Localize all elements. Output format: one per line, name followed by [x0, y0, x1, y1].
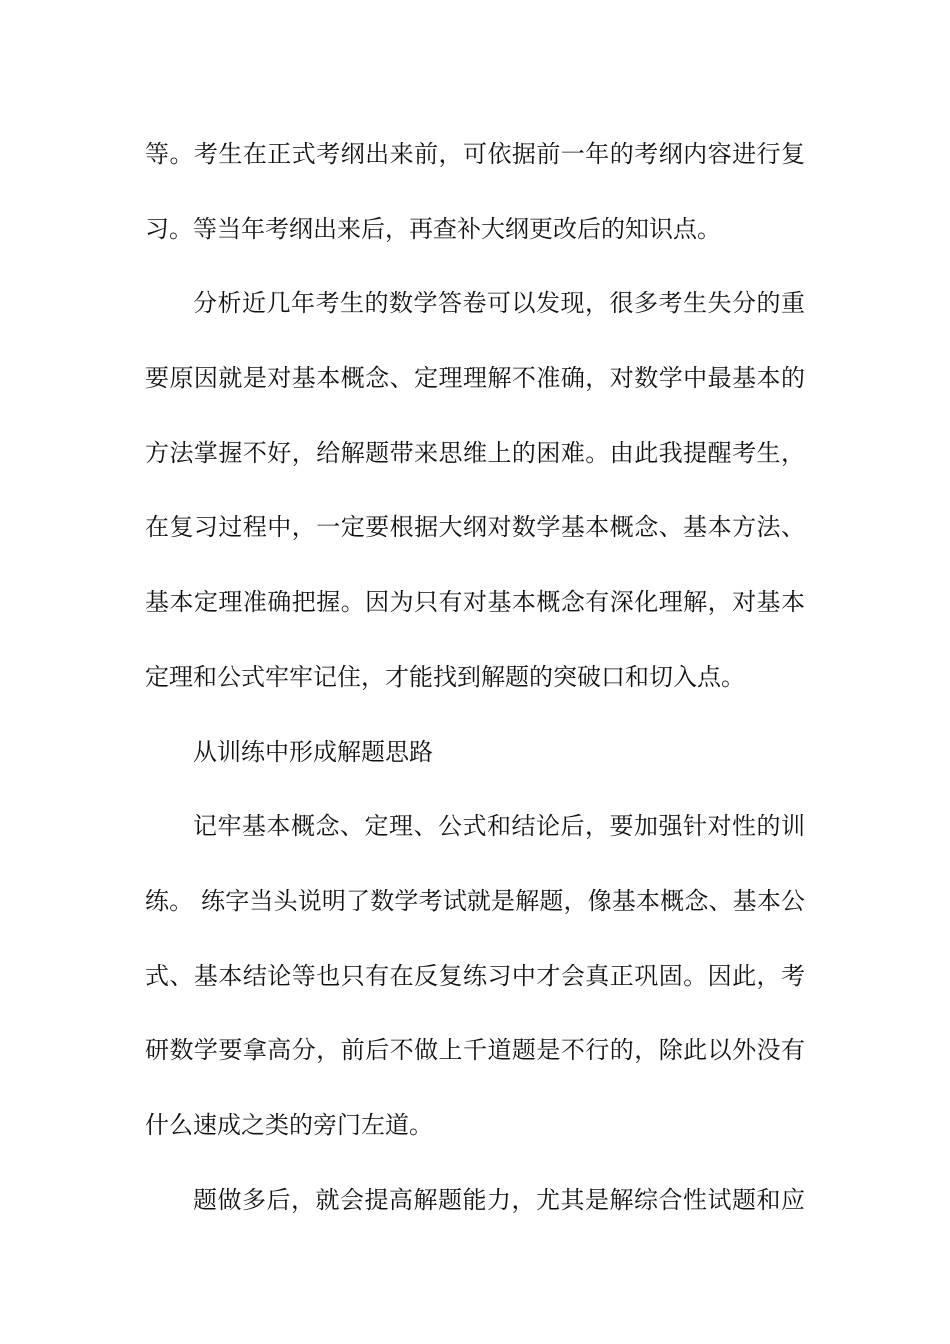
text-line-15: 题做多后，就会提高解题能力，尤其是解综合性试题和应	[193, 1185, 805, 1214]
text-line-6: 在复习过程中，一定要根据大纲对数学基本概念、基本方法、	[145, 513, 805, 542]
body-text	[145, 128, 805, 1248]
section-heading: 从训练中形成解题思路	[193, 737, 433, 766]
text-line-4: 要原因就是对基本概念、定理理解不准确，对数学中最基本的	[145, 364, 805, 393]
text-line-8: 定理和公式牢牢记住，才能找到解题的突破口和切入点。	[145, 662, 745, 691]
text-line-7: 基本定理准确把握。因为只有对基本概念有深化理解，对基本	[145, 588, 805, 617]
text-line-5: 方法掌握不好，给解题带来思维上的困难。由此我提醒考生，	[145, 438, 805, 467]
text-line-10: 记牢基本概念、定理、公式和结论后，要加强针对性的训	[193, 812, 805, 841]
text-line-11: 练。 练字当头说明了数学考试就是解题，像基本概念、基本公	[145, 886, 805, 915]
text-line-13: 研数学要拿高分，前后不做上千道题是不行的，除此以外没有	[145, 1036, 805, 1065]
text-line-3: 分析近几年考生的数学答卷可以发现，很多考生失分的重	[193, 289, 805, 318]
text-line-14: 什么速成之类的旁门左道。	[145, 1110, 433, 1139]
text-line-12: 式、基本结论等也只有在反复练习中才会真正巩固。因此，考	[145, 961, 805, 990]
text-line-2: 习。等当年考纲出来后，再查补大纲更改后的知识点。	[145, 214, 721, 243]
text-line-1: 等。考生在正式考纲出来前，可依据前一年的考纲内容进行复	[145, 140, 805, 168]
